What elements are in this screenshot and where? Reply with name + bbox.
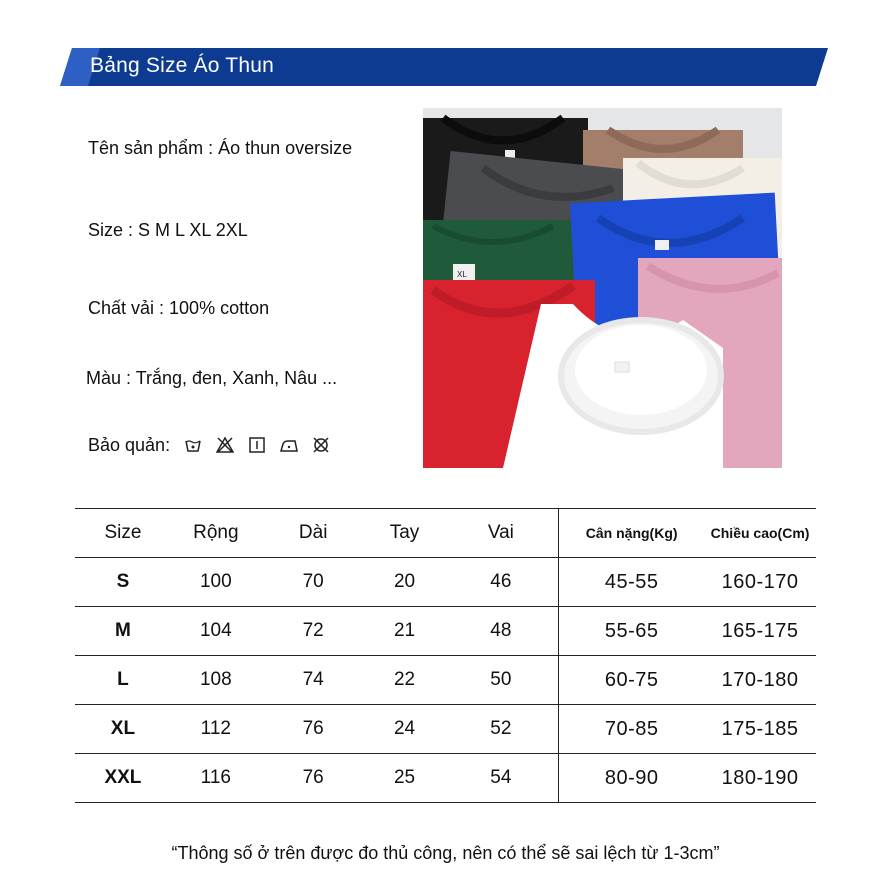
cell-width: 112	[171, 705, 261, 754]
header-shoulder: Vai	[443, 509, 558, 558]
cell-weight: 55-65	[559, 607, 704, 656]
cell-width: 104	[171, 607, 261, 656]
cell-height: 165-175	[704, 607, 816, 656]
cell-size: XXL	[75, 754, 171, 803]
title-banner	[60, 48, 828, 86]
tag-label: XL	[457, 270, 467, 279]
available-sizes: Size : S M L XL 2XL	[88, 220, 248, 240]
cell-sleeve: 24	[366, 705, 444, 754]
cell-weight: 45-55	[559, 558, 704, 607]
cell-length: 76	[261, 705, 366, 754]
table-row	[75, 558, 816, 607]
cell-width: 116	[171, 754, 261, 803]
header-length: Dài	[261, 509, 366, 558]
cell-shoulder: 50	[443, 656, 558, 705]
cell-weight: 60-75	[559, 656, 704, 705]
wash-30-icon	[184, 436, 202, 454]
iron-low-icon	[280, 436, 298, 454]
table-header-row	[75, 509, 816, 558]
cell-height: 175-185	[704, 705, 816, 754]
cell-shoulder: 46	[443, 558, 558, 607]
no-bleach-icon	[216, 436, 234, 454]
header-width: Rộng	[171, 509, 261, 558]
available-colors: Màu : Trắng, đen, Xanh, Nâu ...	[86, 368, 338, 388]
cell-size: L	[75, 656, 171, 705]
cell-width: 108	[171, 656, 261, 705]
cell-size: S	[75, 558, 171, 607]
cell-sleeve: 22	[366, 656, 444, 705]
cell-shoulder: 48	[443, 607, 558, 656]
header-weight: Cân nặng(Kg)	[559, 509, 704, 558]
header-height: Chiều cao(Cm)	[704, 509, 816, 558]
cell-shoulder: 52	[443, 705, 558, 754]
cell-weight: 80-90	[559, 754, 704, 803]
cell-width: 100	[171, 558, 261, 607]
page-title: Bảng Size Áo Thun	[90, 54, 274, 77]
cell-sleeve: 21	[366, 607, 444, 656]
tumble-dry-icon	[248, 436, 266, 454]
measurement-note: “Thông số ở trên được đo thủ công, nên có thể sẽ sai lệch từ 1-3cm”	[171, 843, 720, 863]
table-row	[75, 656, 816, 705]
cell-length: 72	[261, 607, 366, 656]
size-chart-table	[75, 508, 816, 803]
care-label: Bảo quản:	[88, 434, 171, 455]
cell-size: M	[75, 607, 171, 656]
cell-sleeve: 25	[366, 754, 444, 803]
table-row	[75, 607, 816, 656]
cell-length: 70	[261, 558, 366, 607]
table-row	[75, 754, 816, 803]
product-name: Tên sản phẩm : Áo thun oversize	[88, 138, 353, 158]
cell-shoulder: 54	[443, 754, 558, 803]
cell-sleeve: 20	[366, 558, 444, 607]
cell-height: 160-170	[704, 558, 816, 607]
cell-length: 74	[261, 656, 366, 705]
cell-height: 170-180	[704, 656, 816, 705]
cell-height: 180-190	[704, 754, 816, 803]
fabric-material: Chất vải : 100% cotton	[88, 298, 270, 318]
care-instructions	[88, 433, 330, 457]
cell-length: 76	[261, 754, 366, 803]
product-photo	[423, 108, 782, 468]
cell-size: XL	[75, 705, 171, 754]
no-dry-clean-icon	[312, 436, 330, 454]
table-row	[75, 705, 816, 754]
header-sleeve: Tay	[366, 509, 444, 558]
cell-weight: 70-85	[559, 705, 704, 754]
header-size: Size	[75, 509, 171, 558]
